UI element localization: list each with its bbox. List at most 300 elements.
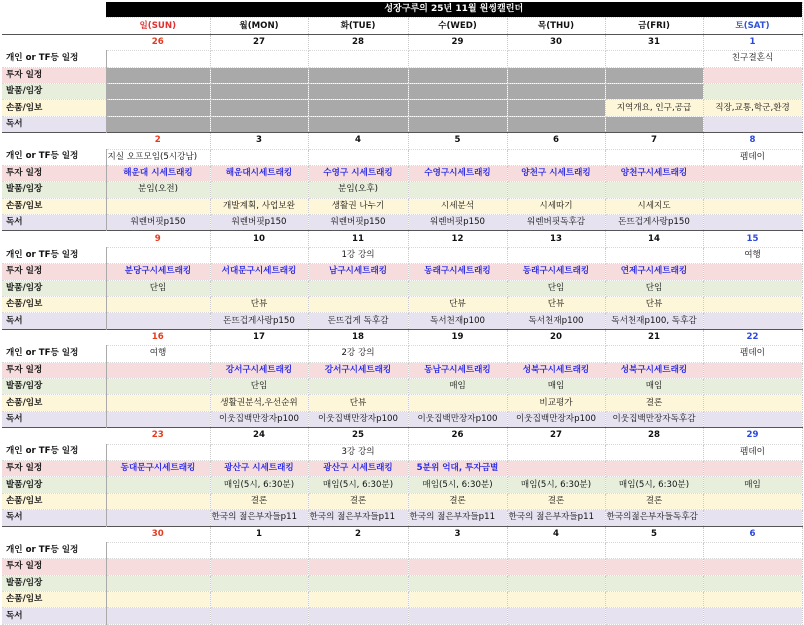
schedule-cell[interactable] <box>703 362 802 378</box>
schedule-cell[interactable] <box>408 280 507 296</box>
schedule-cell[interactable]: 성북구시세트래킹 <box>605 362 703 378</box>
day-header: 화(TUE) <box>308 18 408 34</box>
week-date-row <box>2 329 802 345</box>
schedule-cell[interactable] <box>106 411 210 427</box>
row-label: 손품/임보 <box>2 198 106 214</box>
schedule-cell[interactable]: 결론 <box>605 395 703 411</box>
schedule-cell[interactable] <box>106 51 210 67</box>
date-row-label <box>2 133 106 149</box>
schedule-cell[interactable]: 워렌버핏p150 <box>106 215 210 231</box>
schedule-cell[interactable]: 단임 <box>507 280 605 296</box>
schedule-cell[interactable] <box>408 346 507 362</box>
schedule-cell[interactable] <box>605 575 703 591</box>
date-cell[interactable]: 25 <box>308 428 408 444</box>
schedule-cell[interactable]: 한국의 젊은부자들p11 <box>507 510 605 526</box>
date-cell[interactable]: 4 <box>507 526 605 542</box>
row-label: 개인 or TF등 일정 <box>2 247 106 263</box>
row-label: 개인 or TF등 일정 <box>2 51 106 67</box>
row-label: 손품/임보 <box>2 592 106 608</box>
date-cell[interactable]: 30 <box>507 34 605 50</box>
schedule-cell[interactable] <box>308 51 408 67</box>
date-cell[interactable]: 27 <box>210 34 308 50</box>
row-label: 투자 일정 <box>2 67 106 83</box>
date-cell[interactable]: 29 <box>703 428 802 444</box>
schedule-cell[interactable] <box>308 378 408 394</box>
week-date-row <box>2 526 802 542</box>
schedule-cell[interactable] <box>507 247 605 263</box>
schedule-cell[interactable] <box>106 100 210 116</box>
schedule-cell[interactable]: 매임(5시, 6:30분) <box>408 477 507 493</box>
schedule-cell[interactable] <box>210 542 308 558</box>
schedule-cell[interactable]: 강서구시세트래킹 <box>308 362 408 378</box>
date-cell[interactable]: 1 <box>703 34 802 50</box>
tf-schedule-row <box>2 51 802 67</box>
desk-report-row <box>2 395 802 411</box>
date-cell[interactable]: 24 <box>210 428 308 444</box>
row-label: 발품/임장 <box>2 83 106 99</box>
schedule-cell[interactable] <box>408 542 507 558</box>
schedule-cell[interactable] <box>507 559 605 575</box>
schedule-cell[interactable]: 동래구시세트래킹 <box>507 264 605 280</box>
schedule-cell[interactable]: 분임(오전) <box>106 182 210 198</box>
schedule-cell[interactable] <box>605 559 703 575</box>
schedule-cell[interactable] <box>703 182 802 198</box>
schedule-cell[interactable]: 단임 <box>210 378 308 394</box>
schedule-cell[interactable] <box>308 280 408 296</box>
schedule-cell[interactable]: 돈뜨겁게사랑p150 <box>605 215 703 231</box>
date-cell[interactable]: 1 <box>210 526 308 542</box>
schedule-cell[interactable] <box>703 264 802 280</box>
calendar-title: 성장구루의 25년 11월 원씽캘린더 <box>106 2 802 18</box>
schedule-cell[interactable] <box>703 608 802 624</box>
desk-report-row <box>2 592 802 608</box>
schedule-cell[interactable] <box>210 100 308 116</box>
schedule-cell[interactable] <box>703 83 802 99</box>
schedule-cell[interactable]: 1강 강의 <box>308 247 408 263</box>
schedule-cell[interactable]: 해운대시세트래킹 <box>210 165 308 181</box>
schedule-cell[interactable] <box>308 67 408 83</box>
schedule-cell[interactable] <box>507 542 605 558</box>
schedule-cell[interactable] <box>106 444 210 460</box>
schedule-cell[interactable]: 이웃집백만장자p100 <box>408 411 507 427</box>
schedule-cell[interactable]: 양천구시세트래킹 <box>605 165 703 181</box>
schedule-cell[interactable] <box>408 592 507 608</box>
site-visit-row <box>2 83 802 99</box>
schedule-cell[interactable] <box>605 149 703 165</box>
schedule-cell[interactable]: 결론 <box>507 493 605 509</box>
schedule-cell[interactable]: 동래구시세트래킹 <box>408 264 507 280</box>
schedule-cell[interactable]: 펨데이 <box>703 444 802 460</box>
schedule-cell[interactable]: 생활권분석,우선순위 <box>210 395 308 411</box>
schedule-cell[interactable] <box>308 83 408 99</box>
schedule-cell[interactable]: 개발계획, 사업보완 <box>210 198 308 214</box>
schedule-cell[interactable] <box>605 608 703 624</box>
schedule-cell[interactable]: 한국의 젊은부자들p11 <box>308 510 408 526</box>
schedule-cell[interactable] <box>605 247 703 263</box>
schedule-cell[interactable]: 워렌버핏p150 <box>408 215 507 231</box>
schedule-cell[interactable] <box>210 116 308 132</box>
schedule-cell[interactable] <box>106 116 210 132</box>
schedule-cell[interactable] <box>507 444 605 460</box>
reading-row <box>2 510 802 526</box>
schedule-cell[interactable] <box>703 510 802 526</box>
schedule-cell[interactable]: 한국의 젊은부자들p11 <box>210 510 308 526</box>
schedule-cell[interactable]: 매임(5시, 6:30분) <box>308 477 408 493</box>
schedule-cell[interactable] <box>703 280 802 296</box>
schedule-cell[interactable] <box>308 297 408 313</box>
date-cell[interactable]: 2 <box>106 133 210 149</box>
date-cell[interactable]: 21 <box>605 329 703 345</box>
schedule-cell[interactable]: 매임(5시, 6:30분) <box>507 477 605 493</box>
schedule-cell[interactable] <box>210 280 308 296</box>
schedule-cell[interactable]: 지역개요, 인구,공급 <box>605 100 703 116</box>
date-cell[interactable]: 14 <box>605 231 703 247</box>
schedule-cell[interactable]: 이웃집백만장자p100 <box>507 411 605 427</box>
schedule-cell[interactable]: 이웃집백만장자p100 <box>210 411 308 427</box>
schedule-cell[interactable]: 매임 <box>408 378 507 394</box>
date-cell[interactable]: 18 <box>308 329 408 345</box>
schedule-cell[interactable]: 펨데이 <box>703 346 802 362</box>
schedule-cell[interactable] <box>308 608 408 624</box>
date-cell[interactable]: 10 <box>210 231 308 247</box>
date-cell[interactable]: 11 <box>308 231 408 247</box>
schedule-cell[interactable] <box>408 182 507 198</box>
tf-schedule-row <box>2 346 802 362</box>
schedule-cell[interactable] <box>210 83 308 99</box>
schedule-cell[interactable] <box>703 313 802 329</box>
date-cell[interactable]: 6 <box>703 526 802 542</box>
schedule-cell[interactable]: 매임 <box>605 378 703 394</box>
schedule-cell[interactable]: 워렌버핏p150 <box>210 215 308 231</box>
schedule-cell[interactable] <box>106 542 210 558</box>
schedule-cell[interactable]: 단뷰 <box>408 297 507 313</box>
schedule-cell[interactable]: 지실 오프모임(5시강남) <box>106 149 210 165</box>
schedule-cell[interactable] <box>703 411 802 427</box>
date-cell[interactable]: 4 <box>308 133 408 149</box>
schedule-cell[interactable] <box>605 444 703 460</box>
schedule-cell[interactable]: 수영구 시세트래킹 <box>308 165 408 181</box>
schedule-cell[interactable]: 단임 <box>605 280 703 296</box>
schedule-cell[interactable] <box>408 51 507 67</box>
date-row-label <box>2 526 106 542</box>
schedule-cell[interactable] <box>605 83 703 99</box>
schedule-cell[interactable]: 동남구시세트래킹 <box>408 362 507 378</box>
schedule-cell[interactable]: 돈뜨겁게사랑p150 <box>210 313 308 329</box>
date-cell[interactable]: 13 <box>507 231 605 247</box>
schedule-cell[interactable]: 한국의 젊은부자들p11 <box>408 510 507 526</box>
day-header: 토(SAT) <box>703 18 802 34</box>
date-cell[interactable]: 9 <box>106 231 210 247</box>
schedule-cell[interactable] <box>605 346 703 362</box>
day-header: 월(MON) <box>210 18 308 34</box>
schedule-cell[interactable]: 독서천재p100, 독후감 <box>605 313 703 329</box>
schedule-cell[interactable] <box>703 297 802 313</box>
schedule-cell[interactable] <box>210 608 308 624</box>
schedule-cell[interactable] <box>703 592 802 608</box>
row-label: 투자 일정 <box>2 559 106 575</box>
schedule-cell[interactable]: 수영구시세트래킹 <box>408 165 507 181</box>
date-cell[interactable]: 16 <box>106 329 210 345</box>
schedule-cell[interactable]: 3강 강의 <box>308 444 408 460</box>
schedule-cell[interactable]: 2강 강의 <box>308 346 408 362</box>
schedule-cell[interactable] <box>106 67 210 83</box>
date-cell[interactable]: 20 <box>507 329 605 345</box>
schedule-cell[interactable]: 생활권 나누기 <box>308 198 408 214</box>
date-cell[interactable]: 3 <box>408 526 507 542</box>
schedule-cell[interactable] <box>210 51 308 67</box>
schedule-cell[interactable] <box>106 395 210 411</box>
schedule-cell[interactable]: 5분위 억대, 투자금별 <box>408 460 507 476</box>
row-label: 손품/임보 <box>2 395 106 411</box>
row-label: 발품/임장 <box>2 575 106 591</box>
row-label: 투자 일정 <box>2 165 106 181</box>
schedule-cell[interactable] <box>408 67 507 83</box>
schedule-cell[interactable] <box>703 575 802 591</box>
schedule-cell[interactable] <box>308 542 408 558</box>
schedule-cell[interactable] <box>507 575 605 591</box>
date-cell[interactable]: 19 <box>408 329 507 345</box>
date-cell[interactable]: 15 <box>703 231 802 247</box>
schedule-cell[interactable] <box>210 346 308 362</box>
schedule-cell[interactable]: 워렌버핏p150 <box>308 215 408 231</box>
schedule-cell[interactable] <box>507 182 605 198</box>
schedule-cell[interactable] <box>703 395 802 411</box>
date-cell[interactable]: 28 <box>605 428 703 444</box>
schedule-cell[interactable] <box>106 608 210 624</box>
schedule-cell[interactable]: 돈뜨겁게 독후감 <box>308 313 408 329</box>
schedule-cell[interactable] <box>703 198 802 214</box>
schedule-cell[interactable] <box>507 346 605 362</box>
schedule-cell[interactable]: 결론 <box>210 493 308 509</box>
date-cell[interactable]: 7 <box>605 133 703 149</box>
schedule-cell[interactable] <box>210 149 308 165</box>
date-cell[interactable]: 30 <box>106 526 210 542</box>
schedule-cell[interactable]: 양천구 시세트래킹 <box>507 165 605 181</box>
schedule-cell[interactable] <box>605 67 703 83</box>
schedule-cell[interactable] <box>106 559 210 575</box>
schedule-cell[interactable] <box>106 313 210 329</box>
schedule-cell[interactable] <box>408 559 507 575</box>
schedule-cell[interactable]: 해운대 시세트래킹 <box>106 165 210 181</box>
schedule-cell[interactable] <box>408 116 507 132</box>
schedule-cell[interactable] <box>703 460 802 476</box>
desk-report-row <box>2 100 802 116</box>
date-cell[interactable]: 17 <box>210 329 308 345</box>
schedule-cell[interactable]: 직장,교통,학군,환경 <box>703 100 802 116</box>
date-cell[interactable]: 26 <box>408 428 507 444</box>
schedule-cell[interactable] <box>605 460 703 476</box>
schedule-cell[interactable]: 매임 <box>703 477 802 493</box>
tf-schedule-row <box>2 149 802 165</box>
header-corner-cell <box>2 18 106 34</box>
schedule-cell[interactable]: 남구시세트래킹 <box>308 264 408 280</box>
invest-schedule-row <box>2 264 802 280</box>
schedule-cell[interactable] <box>210 559 308 575</box>
row-label: 독서 <box>2 215 106 231</box>
schedule-cell[interactable] <box>605 116 703 132</box>
schedule-cell[interactable] <box>210 67 308 83</box>
schedule-cell[interactable]: 여행 <box>106 346 210 362</box>
schedule-cell[interactable] <box>408 395 507 411</box>
schedule-cell[interactable]: 단뷰 <box>210 297 308 313</box>
schedule-cell[interactable] <box>408 444 507 460</box>
schedule-cell[interactable] <box>605 592 703 608</box>
schedule-cell[interactable] <box>106 198 210 214</box>
date-cell[interactable]: 8 <box>703 133 802 149</box>
schedule-cell[interactable]: 시세분석 <box>408 198 507 214</box>
schedule-cell[interactable]: 단뷰 <box>308 395 408 411</box>
schedule-cell[interactable]: 분임(오후) <box>308 182 408 198</box>
schedule-cell[interactable] <box>507 460 605 476</box>
schedule-cell[interactable]: 매임 <box>507 378 605 394</box>
date-cell[interactable]: 2 <box>308 526 408 542</box>
schedule-cell[interactable] <box>507 149 605 165</box>
schedule-cell[interactable]: 광산구 시세트래킹 <box>210 460 308 476</box>
schedule-cell[interactable] <box>507 67 605 83</box>
schedule-cell[interactable]: 결론 <box>408 493 507 509</box>
schedule-cell[interactable] <box>408 608 507 624</box>
row-label: 투자 일정 <box>2 264 106 280</box>
schedule-cell[interactable] <box>106 575 210 591</box>
schedule-cell[interactable] <box>507 100 605 116</box>
schedule-cell[interactable] <box>605 542 703 558</box>
schedule-cell[interactable]: 여행 <box>703 247 802 263</box>
schedule-cell[interactable] <box>408 100 507 116</box>
schedule-cell[interactable] <box>106 477 210 493</box>
schedule-cell[interactable] <box>408 149 507 165</box>
date-cell[interactable]: 6 <box>507 133 605 149</box>
schedule-cell[interactable] <box>408 247 507 263</box>
schedule-cell[interactable]: 시세지도 <box>605 198 703 214</box>
row-label: 독서 <box>2 411 106 427</box>
schedule-cell[interactable] <box>106 297 210 313</box>
schedule-cell[interactable]: 성북구시세트래킹 <box>507 362 605 378</box>
schedule-cell[interactable] <box>308 149 408 165</box>
schedule-cell[interactable]: 이웃집백만장자p100 <box>308 411 408 427</box>
tf-schedule-row <box>2 444 802 460</box>
reading-row <box>2 215 802 231</box>
row-label: 투자 일정 <box>2 460 106 476</box>
schedule-cell[interactable]: 독서천재p100 <box>408 313 507 329</box>
row-label: 독서 <box>2 313 106 329</box>
schedule-cell[interactable]: 친구결혼식 <box>703 51 802 67</box>
schedule-cell[interactable] <box>106 378 210 394</box>
schedule-cell[interactable] <box>703 67 802 83</box>
schedule-cell[interactable] <box>106 247 210 263</box>
schedule-cell[interactable] <box>210 592 308 608</box>
schedule-cell[interactable] <box>703 542 802 558</box>
site-visit-row <box>2 477 802 493</box>
schedule-cell[interactable] <box>605 51 703 67</box>
schedule-cell[interactable]: 한국의젊은부자들독후감 <box>605 510 703 526</box>
date-cell[interactable]: 5 <box>408 133 507 149</box>
date-cell[interactable]: 29 <box>408 34 507 50</box>
schedule-cell[interactable] <box>703 165 802 181</box>
week-date-row <box>2 133 802 149</box>
schedule-cell[interactable] <box>507 83 605 99</box>
schedule-cell[interactable]: 동대문구시세트래킹 <box>106 460 210 476</box>
schedule-cell[interactable]: 비교평가 <box>507 395 605 411</box>
schedule-cell[interactable] <box>106 592 210 608</box>
schedule-cell[interactable]: 이웃집백만장자독후감 <box>605 411 703 427</box>
schedule-cell[interactable] <box>507 608 605 624</box>
schedule-cell[interactable] <box>703 215 802 231</box>
schedule-cell[interactable] <box>106 510 210 526</box>
schedule-cell[interactable] <box>408 575 507 591</box>
schedule-cell[interactable]: 광산구 시세트래킹 <box>308 460 408 476</box>
week-date-row <box>2 428 802 444</box>
schedule-cell[interactable] <box>210 247 308 263</box>
schedule-cell[interactable] <box>308 100 408 116</box>
row-label: 발품/임장 <box>2 182 106 198</box>
schedule-cell[interactable]: 강서구시세트래킹 <box>210 362 308 378</box>
schedule-cell[interactable]: 시세따기 <box>507 198 605 214</box>
schedule-cell[interactable]: 워렌버핏독후감 <box>507 215 605 231</box>
row-label: 발품/임장 <box>2 280 106 296</box>
date-cell[interactable]: 26 <box>106 34 210 50</box>
date-cell[interactable]: 27 <box>507 428 605 444</box>
schedule-cell[interactable] <box>408 83 507 99</box>
schedule-cell[interactable] <box>703 493 802 509</box>
date-cell[interactable]: 31 <box>605 34 703 50</box>
schedule-cell[interactable]: 단뷰 <box>605 297 703 313</box>
schedule-cell[interactable] <box>210 182 308 198</box>
schedule-cell[interactable]: 분당구시세트래킹 <box>106 264 210 280</box>
date-cell[interactable]: 28 <box>308 34 408 50</box>
schedule-cell[interactable] <box>210 575 308 591</box>
schedule-cell[interactable]: 매임(5시, 6:30분) <box>605 477 703 493</box>
row-label: 개인 or TF등 일정 <box>2 149 106 165</box>
schedule-cell[interactable] <box>605 182 703 198</box>
schedule-cell[interactable] <box>703 559 802 575</box>
schedule-cell[interactable]: 연제구시세트래킹 <box>605 264 703 280</box>
schedule-cell[interactable] <box>308 592 408 608</box>
date-cell[interactable]: 22 <box>703 329 802 345</box>
schedule-cell[interactable]: 단임 <box>106 280 210 296</box>
schedule-cell[interactable] <box>507 116 605 132</box>
schedule-cell[interactable] <box>308 559 408 575</box>
schedule-cell[interactable]: 결론 <box>308 493 408 509</box>
schedule-cell[interactable]: 독서천재p100 <box>507 313 605 329</box>
schedule-cell[interactable] <box>106 362 210 378</box>
row-label: 독서 <box>2 510 106 526</box>
reading-row <box>2 608 802 624</box>
schedule-cell[interactable]: 펨데이 <box>703 149 802 165</box>
date-cell[interactable]: 12 <box>408 231 507 247</box>
schedule-cell[interactable] <box>308 575 408 591</box>
row-label: 손품/임보 <box>2 493 106 509</box>
schedule-cell[interactable]: 단뷰 <box>507 297 605 313</box>
schedule-cell[interactable]: 결론 <box>605 493 703 509</box>
schedule-cell[interactable] <box>210 444 308 460</box>
schedule-cell[interactable] <box>507 592 605 608</box>
date-cell[interactable]: 3 <box>210 133 308 149</box>
date-cell[interactable]: 23 <box>106 428 210 444</box>
schedule-cell[interactable]: 서대문구시세트래킹 <box>210 264 308 280</box>
date-cell[interactable]: 5 <box>605 526 703 542</box>
schedule-cell[interactable] <box>507 51 605 67</box>
schedule-cell[interactable]: 매임(5시, 6:30분) <box>210 477 308 493</box>
desk-report-row <box>2 493 802 509</box>
schedule-cell[interactable] <box>703 378 802 394</box>
schedule-cell[interactable] <box>308 116 408 132</box>
schedule-cell[interactable] <box>106 493 210 509</box>
row-label: 개인 or TF등 일정 <box>2 542 106 558</box>
date-row-label <box>2 428 106 444</box>
day-header: 목(THU) <box>507 18 605 34</box>
schedule-cell[interactable] <box>703 116 802 132</box>
schedule-cell[interactable] <box>106 83 210 99</box>
